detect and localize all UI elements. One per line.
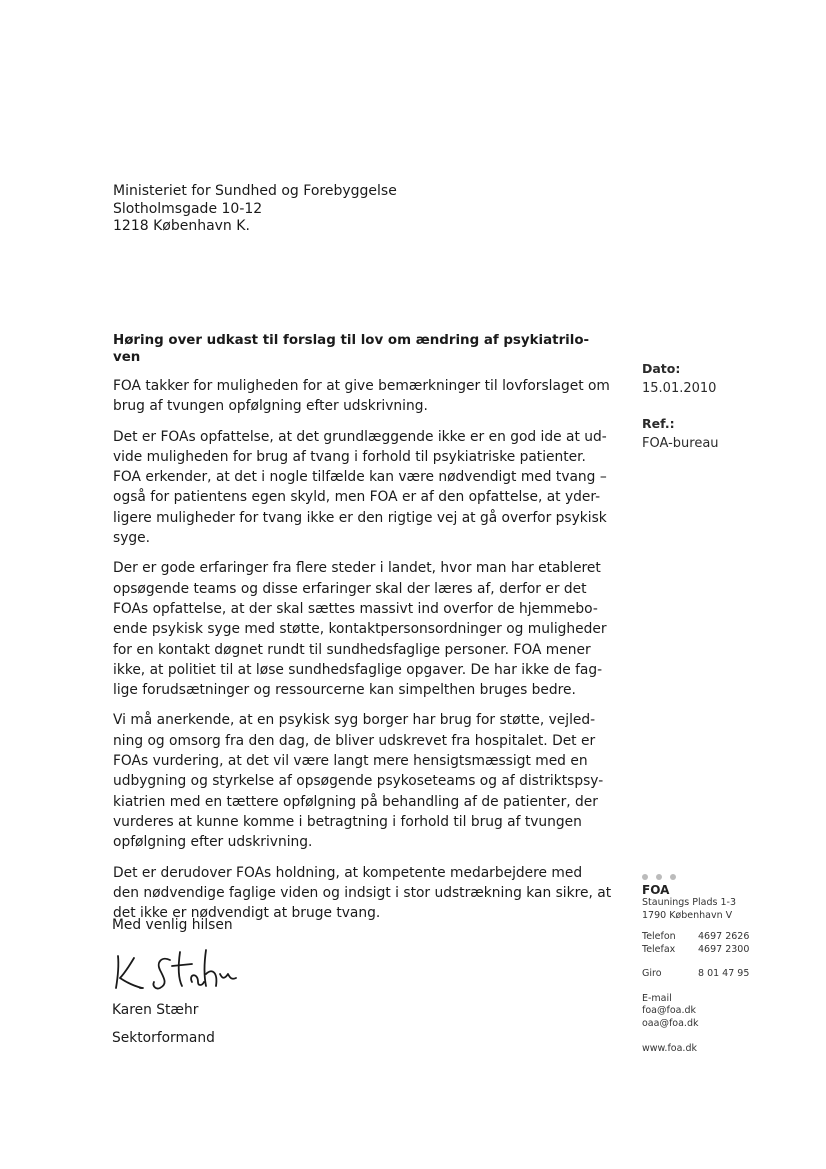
paragraph-line: opfølgning efter udskrivning. (113, 834, 313, 851)
subject-line-2: ven (113, 350, 141, 365)
logo-dots-icon (642, 872, 749, 882)
reference-label: Ref.: (642, 416, 675, 431)
reference-value: FOA-bureau (642, 436, 719, 451)
giro-value: 8 01 47 95 (698, 968, 750, 979)
paragraph-1 (113, 376, 610, 417)
paragraph-line: ikke, at politiet til at løse sundhedsfaglige opgaver. De har ikke de fag- (113, 661, 603, 678)
paragraph-line: FOAs vurdering, at det vil være langt mere hensigtsmæssigt med en (113, 753, 588, 770)
paragraph-line: FOA erkender, at det i nogle tilfælde kan være nødvendigt med tvang – (113, 469, 607, 486)
date-value: 15.01.2010 (642, 381, 717, 396)
paragraph-line: Der er gode erfaringer fra flere steder i landet, hvor man har etableret (113, 560, 601, 577)
signer-name: Karen Stæhr (112, 1002, 199, 1018)
paragraph-line: det ikke er nødvendigt at bruge tvang. (113, 905, 381, 922)
paragraph-line: FOA takker for muligheden for at give bemærkninger til lovforslaget om (113, 378, 610, 394)
giro-label: Giro (642, 968, 662, 979)
organization-address-1: Staunings Plads 1-3 (642, 897, 736, 908)
paragraph-line: udbygning og styrkelse af opsøgende psykoseteams og af distriktspsy- (113, 773, 604, 790)
paragraph-line: brug af tvungen opfølgning efter udskrivning. (113, 398, 428, 415)
paragraph-line: Vi må anerkende, at en psykisk syg borger har brug for støtte, vejled- (113, 712, 596, 729)
paragraph-line: den nødvendige faglige viden og indsigt i stor udstrækning kan sikre, at (113, 884, 612, 901)
paragraph-line: Det er FOAs opfattelse, at det grundlæggende ikke er en god ide at ud- (113, 428, 607, 445)
letter-subject (113, 332, 603, 366)
paragraph-line: vide muligheden for brug af tvang i forhold til psykiatriske patienter. (113, 448, 586, 465)
paragraph-4 (113, 710, 603, 852)
recipient-address (113, 183, 397, 236)
phone-row (642, 931, 749, 944)
signer-title: Sektorformand (112, 1030, 215, 1046)
email-label: E-mail (642, 992, 672, 1004)
recipient-line-3: 1218 København K. (113, 218, 250, 234)
date-block (642, 361, 716, 396)
paragraph-line: vurderes at kunne komme i betragtning i forhold til brug af tvungen (113, 813, 582, 830)
website-link[interactable]: www.foa.dk (642, 1043, 697, 1054)
paragraph-line: for en kontakt døgnet rundt til sundhedsfaglige personer. FOA mener (113, 641, 591, 658)
paragraph-line: også for patientens egen skyld, men FOA er af den opfattelse, at yder- (113, 489, 601, 506)
paragraph-2 (113, 427, 607, 549)
email-address-1[interactable]: foa@foa.dk (642, 1005, 697, 1016)
giro-row (642, 968, 749, 981)
organization-address-2: 1790 København V (642, 909, 733, 921)
fax-label: Telefax (642, 943, 676, 955)
email-address-2[interactable]: oaa@foa.dk (642, 1017, 699, 1029)
paragraph-line: kiatrien med en tættere opfølgning på behandling af de patienter, der (113, 793, 598, 810)
phone-value: 4697 2626 (698, 931, 750, 942)
paragraph-line: opsøgende teams og disse erfaringer skal der læres af, derfor er det (113, 580, 587, 597)
paragraph-3 (113, 558, 607, 700)
recipient-line-1: Ministeriet for Sundhed og Forebyggelse (113, 183, 397, 199)
fax-row (642, 944, 749, 957)
paragraph-line: Det er derudover FOAs holdning, at kompetente medarbejdere med (113, 864, 583, 881)
organization-name: FOA (642, 883, 670, 897)
subject-line-1: Høring over udkast til forslag til lov om ændring af psykiatrilo- (113, 333, 590, 348)
letter-body (113, 376, 612, 933)
paragraph-line: ende psykisk syge med støtte, kontaktpersonsordninger og muligheder (113, 621, 607, 638)
fax-value: 4697 2300 (698, 943, 750, 955)
reference-block (642, 416, 719, 451)
recipient-line-2: Slotholmsgade 10-12 (113, 200, 263, 217)
closing-greeting: Med venlig hilsen (112, 917, 233, 933)
paragraph-line: lige forudsætninger og ressourcerne kan simpelthen bruges bedre. (113, 682, 576, 699)
handwritten-signature (112, 938, 242, 996)
paragraph-line: ning og omsorg fra den dag, de bliver udskrevet fra hospitalet. Det er (113, 732, 596, 749)
paragraph-line: FOAs opfattelse, at der skal sættes massivt ind overfor de hjemmebo- (113, 600, 598, 617)
paragraph-line: ligere muligheder for tvang ikke er den rigtige vej at gå overfor psykisk (113, 509, 607, 526)
organization-block (642, 872, 749, 1056)
paragraph-line: syge. (113, 530, 150, 547)
phone-label: Telefon (642, 931, 676, 942)
date-label: Dato: (642, 361, 681, 376)
